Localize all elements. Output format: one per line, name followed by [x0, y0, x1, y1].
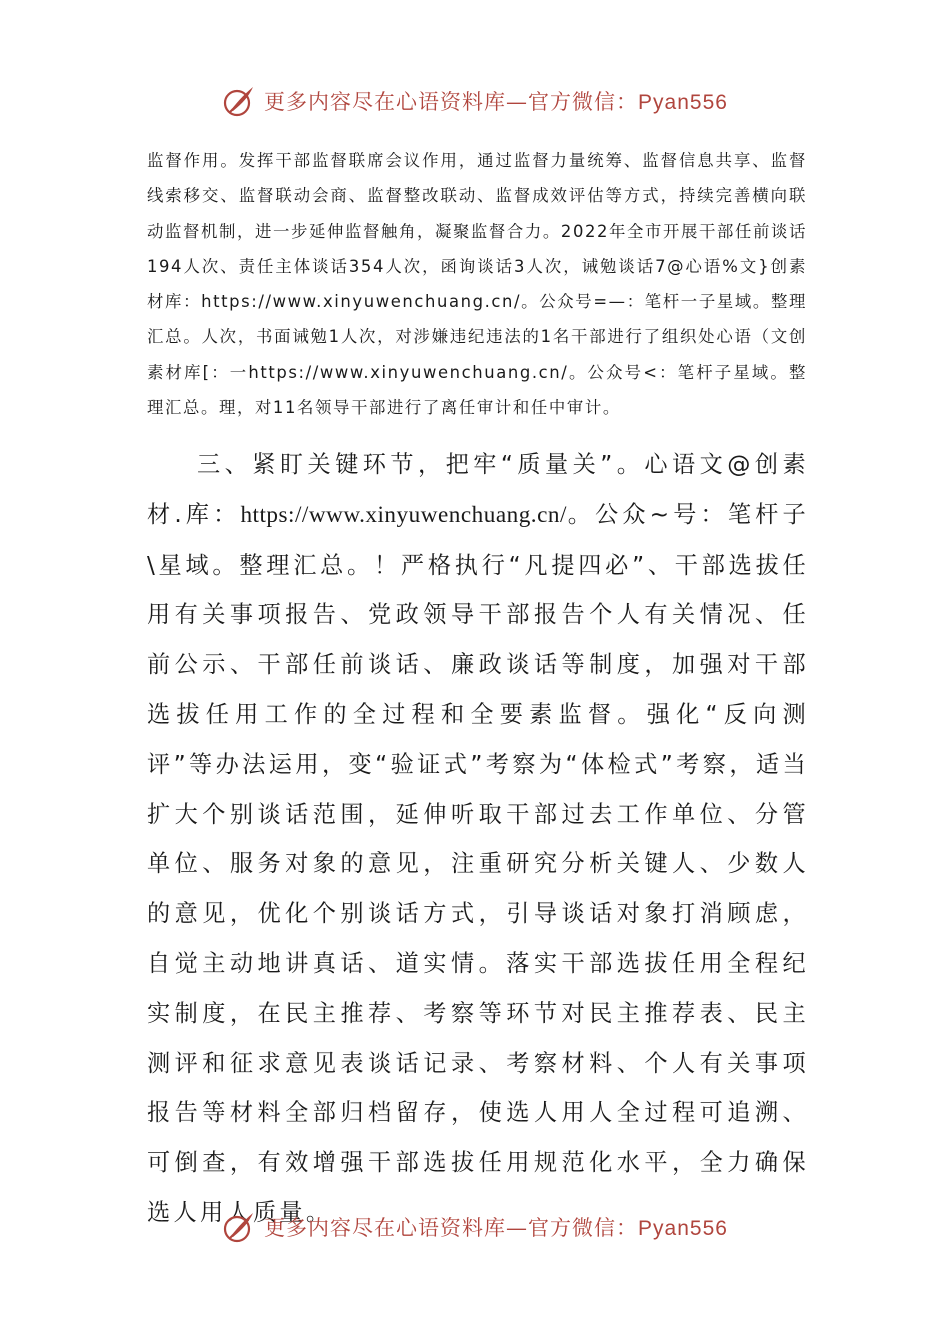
banner-main-text: 更多内容尽在心语资料库—官方微信： [264, 90, 639, 114]
quill-pen-seal-icon [222, 1210, 256, 1244]
banner-wechat-id: Pyan556 [638, 1217, 728, 1240]
paragraph-supervision: 监督作用。发挥干部监督联席会议作用，通过监督力量统筹、监督信息共享、监督线索移交、监督联动会商、监督整改联动、监督成效评估等方式，持续完善横向联动监督机制，进一步延伸监督触角，凝聚监督合力。2022年全市开展干部任前谈话194人次、责任主体谈话354人次，函询谈话3人次，诫勉谈话7@心语%文}创素材库：https://www.xinyuwenchuang.cn/。公众号=—：笔杆一子星域。整理汇总。人次，书面诫勉1人次，对涉嫌违纪违法的1名干部进行了组织处心语（文创素材库[：一https://www.xinyuwenchuang.cn/。公众号<：笔杆子星域。整理汇总。理，对11名领导干部进行了离任审计和任中审计。 [147, 151, 807, 418]
paragraph-url: https://www.xinyuwenchuang.cn/ [240, 501, 567, 528]
paragraph-quality-gate [147, 440, 809, 1238]
footer-banner [0, 1210, 950, 1244]
banner-wechat-id: Pyan556 [638, 91, 728, 114]
paragraph-body: 。公众~号：笔杆子\星域。整理汇总。！严格执行“凡提四必”、干部选拔任用有关事项报告、党政领导干部报告个人有关情况、任前公示、干部任前谈话、廉政谈话等制度，加强对干部选拔任用工作的全过程和全要素监督。强化“反向测评”等办法运用，变“验证式”考察为“体检式”考察，适当扩大个别谈话范围，延伸听取干部过去工作单位、分管单位、服务对象的意见，注重研究分析关键人、少数人的意见，优化个别谈话方式，引导谈话对象打消顾虑，自觉主动地讲真话、道实情。落实干部选拔任用全程纪实制度，在民主推荐、考察等环节对民主推荐表、民主测评和征求意见表谈话记录、考察材料、个人有关事项报告等材料全部归档留存，使选人用人全过程可追溯、可倒查，有效增强干部选拔任用规范化水平，全力确保选人用人质量。 [147, 500, 809, 1226]
header-banner [0, 84, 950, 118]
banner-main-text: 更多内容尽在心语资料库—官方微信： [264, 1216, 639, 1240]
banner-text [264, 86, 728, 116]
quill-pen-seal-icon [222, 84, 256, 118]
banner-text [264, 1212, 728, 1242]
paragraph-lead: 三、紧盯关键环节，把牢“质量关”。心语文@创素材.库： [147, 451, 809, 528]
